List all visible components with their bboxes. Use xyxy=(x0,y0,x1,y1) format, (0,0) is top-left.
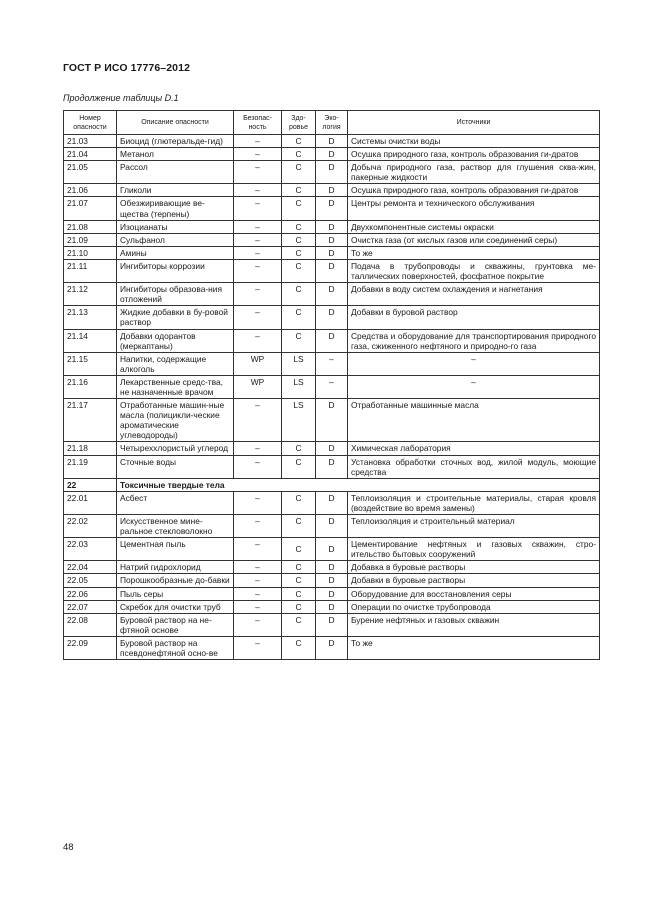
cell-sources: Системы очистки воды xyxy=(348,135,600,148)
table-body xyxy=(64,135,600,660)
cell-description: Натрий гидрохлорид xyxy=(117,561,234,574)
cell-number: 21.05 xyxy=(64,161,117,184)
cell-safety: – xyxy=(234,515,282,538)
table-row xyxy=(64,233,600,246)
cell-ecology: D xyxy=(316,135,348,148)
table-header-row xyxy=(64,111,600,135)
cell-safety: – xyxy=(234,455,282,478)
table-row xyxy=(64,283,600,306)
cell-sources: Отработанные машинные масла xyxy=(348,399,600,442)
cell-safety: – xyxy=(234,561,282,574)
cell-health: С xyxy=(282,184,316,197)
cell-description: Изоцианаты xyxy=(117,220,234,233)
cell-safety: – xyxy=(234,329,282,352)
cell-safety: – xyxy=(234,233,282,246)
cell-number: 21.15 xyxy=(64,352,117,375)
cell-health: С xyxy=(282,233,316,246)
cell-ecology: D xyxy=(316,259,348,282)
table-row xyxy=(64,184,600,197)
table-row xyxy=(64,538,600,561)
cell-safety: – xyxy=(234,574,282,587)
cell-sources: Установка обработки сточных вод, жилой модуль, моющие средства xyxy=(348,455,600,478)
cell-sources: Операции по очистке трубопровода xyxy=(348,600,600,613)
cell-description: Гликоли xyxy=(117,184,234,197)
cell-safety: WP xyxy=(234,375,282,398)
cell-description: Пыль серы xyxy=(117,587,234,600)
cell-health: С xyxy=(282,600,316,613)
page-number: 48 xyxy=(63,842,74,853)
col-header-sources: Источники xyxy=(348,111,600,135)
cell-sources: – xyxy=(348,352,600,375)
cell-number: 21.12 xyxy=(64,283,117,306)
cell-ecology: – xyxy=(316,375,348,398)
cell-ecology: D xyxy=(316,329,348,352)
cell-ecology: D xyxy=(316,574,348,587)
cell-description: Метанол xyxy=(117,148,234,161)
cell-health: С xyxy=(282,636,316,659)
col-header-health: Здо-ровье xyxy=(282,111,316,135)
cell-ecology: D xyxy=(316,613,348,636)
cell-number: 22.01 xyxy=(64,491,117,514)
cell-number: 22.03 xyxy=(64,538,117,561)
cell-health: С xyxy=(282,283,316,306)
table-section-row xyxy=(64,478,600,491)
cell-health: С xyxy=(282,161,316,184)
cell-number: 21.07 xyxy=(64,197,117,220)
col-header-ecology: Эко-логия xyxy=(316,111,348,135)
col-header-number: Номер опасности xyxy=(64,111,117,135)
table-row xyxy=(64,515,600,538)
col-header-safety: Безопас-ность xyxy=(234,111,282,135)
cell-description: Добавки одорантов (меркаптаны) xyxy=(117,329,234,352)
cell-sources: Теплоизоляция и строительный материал xyxy=(348,515,600,538)
cell-description: Обезжиривающие ве-щества (терпены) xyxy=(117,197,234,220)
cell-sources: Бурение нефтяных и газовых скважин xyxy=(348,613,600,636)
cell-safety: – xyxy=(234,491,282,514)
cell-ecology: D xyxy=(316,220,348,233)
cell-ecology: D xyxy=(316,306,348,329)
cell-description: Жидкие добавки в бу-ровой раствор xyxy=(117,306,234,329)
cell-safety: WP xyxy=(234,352,282,375)
table-row xyxy=(64,352,600,375)
cell-number: 21.08 xyxy=(64,220,117,233)
cell-health: С xyxy=(282,515,316,538)
table-caption: Продолжение таблицы D.1 xyxy=(63,93,179,103)
cell-number: 21.11 xyxy=(64,259,117,282)
cell-number: 21.06 xyxy=(64,184,117,197)
cell-health: С xyxy=(282,455,316,478)
cell-description: Буровой раствор на псевдонефтяной осно-ве xyxy=(117,636,234,659)
cell-health: С xyxy=(282,587,316,600)
cell-sources: Двухкомпонентные системы окраски xyxy=(348,220,600,233)
cell-number: 21.13 xyxy=(64,306,117,329)
cell-description: Напитки, содержащие алкоголь xyxy=(117,352,234,375)
table-row xyxy=(64,161,600,184)
cell-health: С xyxy=(282,442,316,455)
cell-number: 22.04 xyxy=(64,561,117,574)
cell-number: 21.14 xyxy=(64,329,117,352)
table-row xyxy=(64,220,600,233)
cell-ecology: D xyxy=(316,399,348,442)
cell-description: Сульфанол xyxy=(117,233,234,246)
table-row xyxy=(64,197,600,220)
cell-health: LS xyxy=(282,352,316,375)
cell-description: Искусственное мине-ральное стекловолокно xyxy=(117,515,234,538)
table-row xyxy=(64,375,600,398)
table-row xyxy=(64,329,600,352)
cell-sources: Добавки в буровые растворы xyxy=(348,574,600,587)
cell-sources: Цементирование нефтяных и газовых скважин, стро-ительство бытовых сооружений xyxy=(348,538,600,561)
cell-sources: Теплоизоляция и строительные материалы, старая кровля (воздействие во время замены) xyxy=(348,491,600,514)
cell-description: Биоцид (глютеральде-гид) xyxy=(117,135,234,148)
table-row xyxy=(64,613,600,636)
cell-description: Скребок для очистки труб xyxy=(117,600,234,613)
cell-health: С xyxy=(282,148,316,161)
cell-description: Амины xyxy=(117,246,234,259)
cell-safety: – xyxy=(234,442,282,455)
cell-sources: Добавка в буровые растворы xyxy=(348,561,600,574)
cell-ecology: D xyxy=(316,246,348,259)
cell-description: Сточные воды xyxy=(117,455,234,478)
table-row xyxy=(64,306,600,329)
cell-number: 22.06 xyxy=(64,587,117,600)
cell-sources: То же xyxy=(348,246,600,259)
cell-number: 22.02 xyxy=(64,515,117,538)
table-row xyxy=(64,574,600,587)
cell-number: 22.09 xyxy=(64,636,117,659)
cell-safety: – xyxy=(234,220,282,233)
cell-description: Порошкообразные до-бавки xyxy=(117,574,234,587)
cell-number: 21.04 xyxy=(64,148,117,161)
cell-ecology: – xyxy=(316,352,348,375)
cell-health: LS xyxy=(282,399,316,442)
cell-ecology: D xyxy=(316,233,348,246)
cell-description: Ингибиторы образова-ния отложений xyxy=(117,283,234,306)
cell-ecology: D xyxy=(316,197,348,220)
cell-safety: – xyxy=(234,587,282,600)
cell-ecology: D xyxy=(316,455,348,478)
hazard-table xyxy=(63,110,600,660)
cell-health: С xyxy=(282,197,316,220)
cell-safety: – xyxy=(234,636,282,659)
table-row xyxy=(64,636,600,659)
cell-number: 22.07 xyxy=(64,600,117,613)
cell-number: 21.10 xyxy=(64,246,117,259)
cell-health: С xyxy=(282,538,316,561)
cell-ecology: D xyxy=(316,442,348,455)
cell-health: С xyxy=(282,220,316,233)
cell-ecology: D xyxy=(316,600,348,613)
cell-safety: – xyxy=(234,259,282,282)
cell-safety: – xyxy=(234,246,282,259)
cell-safety: – xyxy=(234,184,282,197)
table-row xyxy=(64,600,600,613)
cell-number: 21.09 xyxy=(64,233,117,246)
cell-description: Лекарственные средс-тва, не назначенные врачом xyxy=(117,375,234,398)
cell-description: Четыреххлористый углерод xyxy=(117,442,234,455)
cell-ecology: D xyxy=(316,561,348,574)
cell-sources: Химическая лаборатория xyxy=(348,442,600,455)
cell-ecology: D xyxy=(316,515,348,538)
cell-ecology: D xyxy=(316,148,348,161)
table-row xyxy=(64,399,600,442)
cell-sources: Очистка газа (от кислых газов или соединений серы) xyxy=(348,233,600,246)
cell-ecology: D xyxy=(316,636,348,659)
cell-ecology: D xyxy=(316,283,348,306)
cell-sources: Добавки в буровой раствор xyxy=(348,306,600,329)
cell-health: С xyxy=(282,306,316,329)
cell-safety: – xyxy=(234,148,282,161)
cell-number: 21.18 xyxy=(64,442,117,455)
cell-health: С xyxy=(282,613,316,636)
cell-description: Буровой раствор на не-фтяной основе xyxy=(117,613,234,636)
cell-safety: – xyxy=(234,600,282,613)
cell-number: 21.19 xyxy=(64,455,117,478)
cell-description: Токсичные твердые тела xyxy=(117,478,600,491)
cell-number: 22 xyxy=(64,478,117,491)
cell-sources: Оборудование для восстановления серы xyxy=(348,587,600,600)
cell-safety: – xyxy=(234,197,282,220)
table-row xyxy=(64,148,600,161)
cell-safety: – xyxy=(234,135,282,148)
cell-safety: – xyxy=(234,538,282,561)
table-row xyxy=(64,442,600,455)
table-row xyxy=(64,491,600,514)
cell-sources: Средства и оборудование для транспортирования природного газа, сжиженного нефтяного и природно-го газа xyxy=(348,329,600,352)
cell-sources: Центры ремонта и технического обслуживания xyxy=(348,197,600,220)
cell-sources: Осушка природного газа, контроль образования ги-дратов xyxy=(348,184,600,197)
cell-description: Цементная пыль xyxy=(117,538,234,561)
cell-ecology: D xyxy=(316,538,348,561)
cell-ecology: D xyxy=(316,184,348,197)
cell-health: С xyxy=(282,491,316,514)
col-header-description: Описание опасности xyxy=(117,111,234,135)
cell-number: 22.08 xyxy=(64,613,117,636)
cell-ecology: D xyxy=(316,491,348,514)
cell-sources: Добыча природного газа, раствор для глушения сква-жин, пакерные жидкости xyxy=(348,161,600,184)
cell-sources: Добавки в воду систем охлаждения и нагнетания xyxy=(348,283,600,306)
cell-number: 22.05 xyxy=(64,574,117,587)
cell-health: С xyxy=(282,574,316,587)
table-row xyxy=(64,455,600,478)
table-row xyxy=(64,259,600,282)
cell-health: С xyxy=(282,135,316,148)
table-row xyxy=(64,561,600,574)
cell-health: С xyxy=(282,259,316,282)
cell-number: 21.16 xyxy=(64,375,117,398)
table-row xyxy=(64,135,600,148)
table-row xyxy=(64,587,600,600)
cell-description: Отработанные машин-ные масла (полицикли-ческие ароматические углеводороды) xyxy=(117,399,234,442)
cell-ecology: D xyxy=(316,161,348,184)
cell-health: С xyxy=(282,246,316,259)
cell-sources: То же xyxy=(348,636,600,659)
cell-safety: – xyxy=(234,306,282,329)
table-row xyxy=(64,246,600,259)
cell-health: С xyxy=(282,329,316,352)
cell-safety: – xyxy=(234,613,282,636)
cell-ecology: D xyxy=(316,587,348,600)
cell-sources: Осушка природного газа, контроль образования ги-дратов xyxy=(348,148,600,161)
document-header: ГОСТ Р ИСО 17776–2012 xyxy=(63,62,191,74)
cell-health: С xyxy=(282,561,316,574)
cell-description: Асбест xyxy=(117,491,234,514)
cell-safety: – xyxy=(234,283,282,306)
cell-description: Рассол xyxy=(117,161,234,184)
cell-sources: Подача в трубопроводы и скважины, грунтовка ме-таллических поверхностей, фосфатное покрытие xyxy=(348,259,600,282)
cell-safety: – xyxy=(234,161,282,184)
cell-number: 21.17 xyxy=(64,399,117,442)
cell-sources: – xyxy=(348,375,600,398)
cell-number: 21.03 xyxy=(64,135,117,148)
cell-health: LS xyxy=(282,375,316,398)
cell-safety: – xyxy=(234,399,282,442)
cell-description: Ингибиторы коррозии xyxy=(117,259,234,282)
